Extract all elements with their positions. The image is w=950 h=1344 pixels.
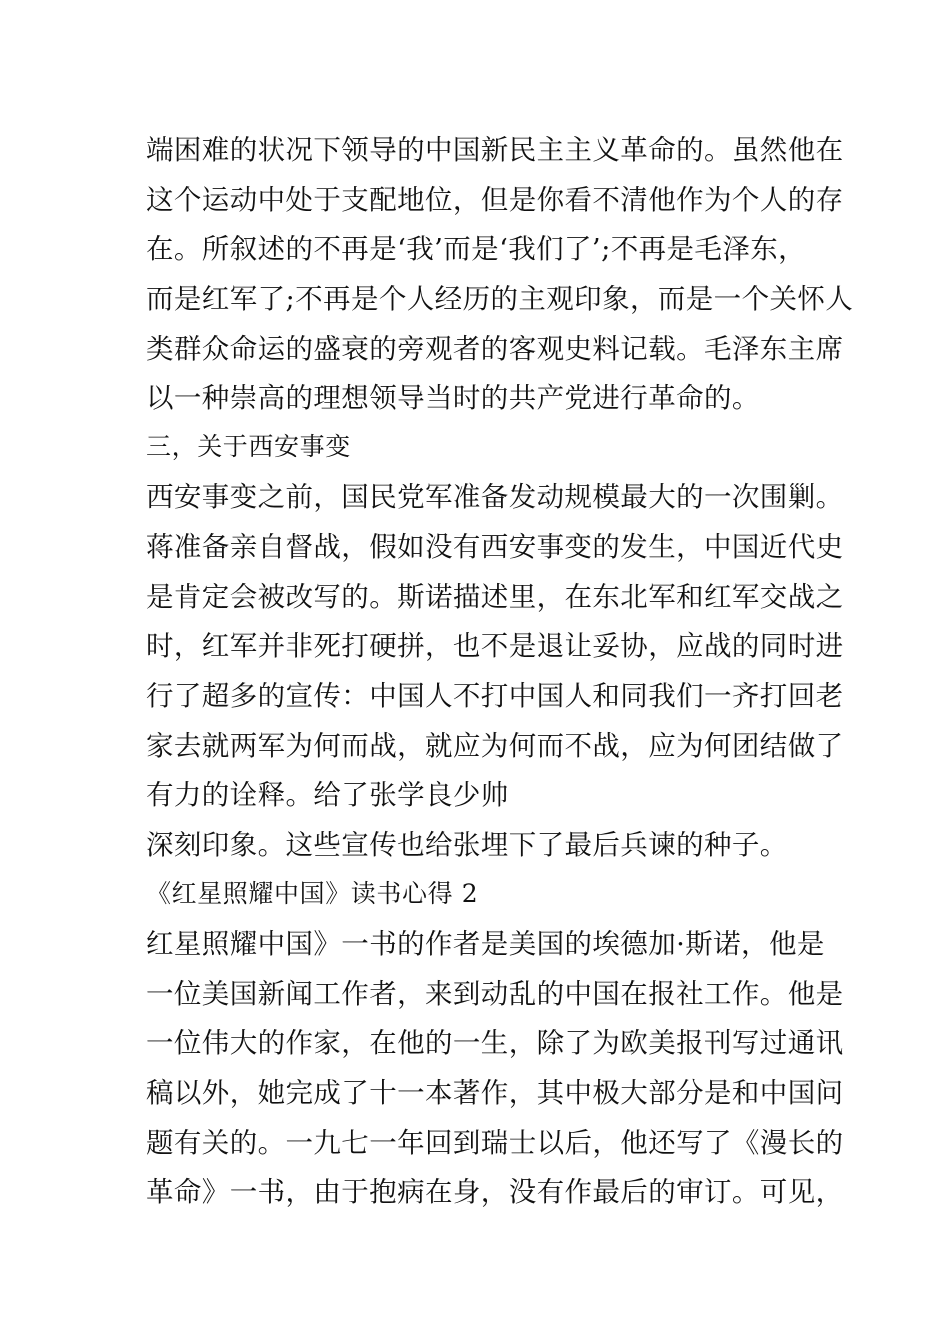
text-line: 有力的诠释。给了张学良少帅 bbox=[146, 779, 509, 811]
text-line: 时，红军并非死打硬拼，也不是退让妥协，应战的同时进 bbox=[146, 630, 844, 662]
text-line: 这个运动中处于支配地位，但是你看不清他作为个人的存 bbox=[146, 184, 844, 216]
text-line: 在。所叙述的不再是‘我’而是‘我们了’;不再是毛泽东， bbox=[146, 233, 807, 265]
text-line: 是肯定会被改写的。斯诺描述里，在东北军和红军交战之 bbox=[146, 581, 844, 613]
section-heading: 三，关于西安事变 bbox=[146, 432, 351, 461]
text-line: 而是红军了;不再是个人经历的主观印象，而是一个关怀人 bbox=[146, 283, 854, 315]
text-line: 以一种崇高的理想领导当时的共产党进行革命的。 bbox=[146, 382, 760, 414]
text-line: 稿以外，她完成了十一本著作，其中极大部分是和中国问 bbox=[146, 1077, 844, 1109]
text-line: 西安事变之前，国民党军准备发动规模最大的一次围剿。 bbox=[146, 481, 844, 513]
text-line: 端困难的状况下领导的中国新民主主义革命的。虽然他在 bbox=[146, 134, 844, 166]
article-heading: 《红星照耀中国》读书心得 2 bbox=[146, 879, 479, 908]
text-line: 革命》一书，由于抱病在身，没有作最后的审订。可见， bbox=[146, 1176, 844, 1208]
text-line: 红星照耀中国》一书的作者是美国的埃德加·斯诺，他是 bbox=[146, 928, 825, 960]
text-line: 家去就两军为何而战，就应为何而不战，应为何团结做了 bbox=[146, 730, 844, 762]
text-line: 行了超多的宣传：中国人不打中国人和同我们一齐打回老 bbox=[146, 680, 844, 712]
text-line: 题有关的。一九七一年回到瑞士以后，他还写了《漫长的 bbox=[146, 1127, 844, 1159]
text-line: 蒋准备亲自督战，假如没有西安事变的发生，中国近代史 bbox=[146, 531, 844, 563]
text-line: 深刻印象。这些宣传也给张埋下了最后兵谏的种子。 bbox=[146, 829, 788, 861]
text-line: 一位美国新闻工作者，来到动乱的中国在报社工作。他是 bbox=[146, 978, 844, 1010]
text-line: 一位伟大的作家，在他的一生，除了为欧美报刊写过通讯 bbox=[146, 1027, 844, 1059]
text-line: 类群众命运的盛衰的旁观者的客观史料记载。毛泽东主席 bbox=[146, 333, 844, 365]
